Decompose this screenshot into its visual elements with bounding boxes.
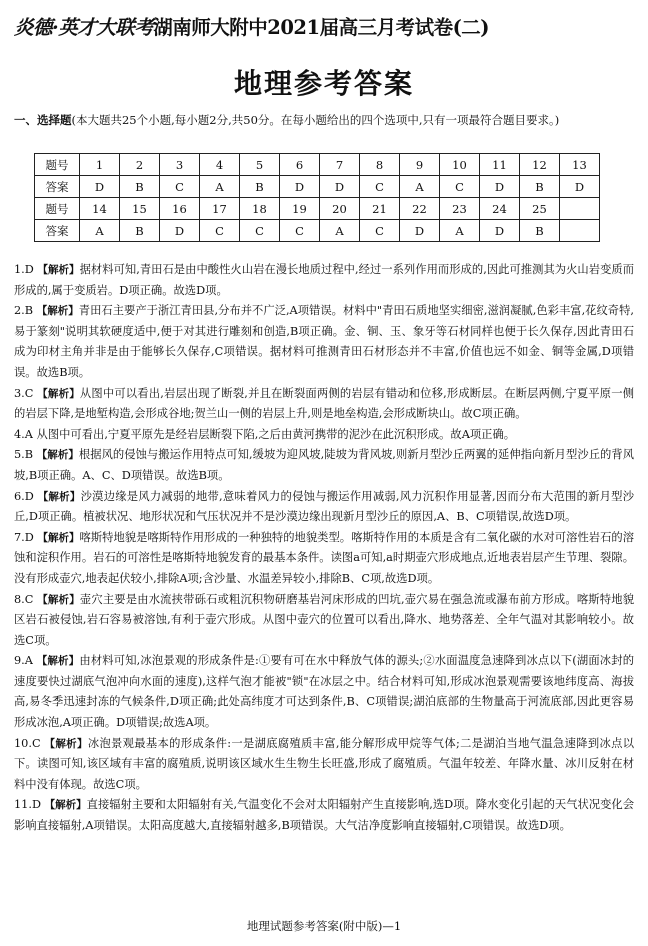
list-item [14,301,634,383]
table-cell: D [280,176,320,198]
table-cell: 8 [360,154,400,176]
page-title: 地理参考答案 [233,67,414,100]
row-label-number: 题号 [35,154,80,176]
table-cell: 19 [280,198,320,220]
list-item [14,425,634,446]
item-number: 4.A [14,427,33,441]
table-cell: B [520,176,560,198]
row-label-answer: 答案 [35,220,80,242]
item-number: 8.C [14,592,34,606]
table-cell: 22 [400,198,440,220]
table-cell: 25 [520,198,560,220]
item-text: 从图中可以看出,岩层出现了断裂,并且在断裂面两侧的岩层有错动和位移,形成断层。在断层两侧,宁夏平原一侧的岩层下降,是地堑构造,会形成谷地;贺兰山一侧的岩层上升,则是地垒构造,会形成断块山。故C项正确。 [14,386,635,421]
table-row-answers-2 [35,220,600,242]
table-cell: 6 [280,154,320,176]
item-tag: 【解析】 [37,531,80,544]
section-intro [14,111,634,130]
explanation-list [14,260,634,837]
table-cell: B [120,220,160,242]
table-cell: C [160,176,200,198]
table-cell: 4 [200,154,240,176]
table-cell: 1 [80,154,120,176]
exam-header [14,12,634,40]
table-cell: B [240,176,280,198]
table-cell: A [320,220,360,242]
list-item [14,590,634,652]
exam-title: 湖南师大附中2021届高三月考试卷(二) [153,16,490,39]
item-number: 5.B [14,448,34,462]
exam-brand: 炎德·英才大联考 [14,16,154,39]
list-item [14,528,634,590]
table-cell: D [480,176,520,198]
item-text: 沙漠边缘是风力减弱的地带,意味着风力的侵蚀与搬运作用减弱,风力沉积作用显著,因而分布大范围的新月型沙丘,D项正确。植被状况、地形状况和气压状况并不是沙漠边缘出现新月型沙丘的原因,A、B、C项错误,故选D项。 [14,489,635,524]
table-cell: C [240,220,280,242]
item-text: 青田石主要产于浙江青田县,分布并不广泛,A项错误。材料中"青田石质地坚实细密,滋润凝腻,色彩丰富,花纹奇特,易于篆刻"说明其软硬度适中,便于对其进行雕刻和创造,B项正确。金、铜、玉、象牙等石材同样也便于长久保存,因此青田石成为印材主角并非是由于能够长久保存,C项错误。据材料可推测青田石材形态并不丰富,价值也远不如金、铜等金属,D项错误。故选B项。 [14,304,635,379]
table-cell: 20 [320,198,360,220]
item-tag: 【解析】 [36,655,80,668]
item-tag: 【解析】 [37,490,81,503]
list-item [14,651,634,733]
item-tag: 【解析】 [36,449,79,462]
table-cell: C [200,220,240,242]
table-row-answers-1 [35,176,600,198]
item-tag: 【解析】 [37,593,80,606]
page-footer: 地理试题参考答案(附中版)—1 [246,919,402,933]
table-cell: 17 [200,198,240,220]
item-number: 2.B [14,304,34,318]
item-text: 从图中可看出,宁夏平原先是经岩层断裂下陷,之后由黄河携带的泥沙在此沉积形成。故A项正确。 [36,427,516,441]
list-item [14,260,634,301]
table-cell: A [440,220,480,242]
item-tag: 【解析】 [37,387,80,400]
item-number: 9.A [14,654,33,668]
item-number: 7.D [14,530,34,544]
table-cell: 2 [120,154,160,176]
table-cell: D [480,220,520,242]
item-text: 由材料可知,冰泡景观的形成条件是:①要有可在水中释放气体的源头;②水面温度急速降到冰点以下(湖面冰封的速度要快过湖底气泡冲向水面的速度),这样气泡才能被"锁"在冰层之中。结合材料可知,形成冰泡景观需要该地纬度高、海拔高,易冬季迅速封冻的气候条件,D项正确;此处高纬度才可达到条件,B、C项错误;湖泊底部的生物量高于河流底部,因此更容易形成冰泡,A项正确。D项错误;故选A项。 [14,654,635,730]
table-cell: 18 [240,198,280,220]
table-cell: 11 [480,154,520,176]
list-item [14,445,634,486]
item-text: 据材料可知,青田石是由中酸性火山岩在漫长地质过程中,经过一系列作用而形成的,因此可推测其为火山岩变质而形成的,属于变质岩。D项正确。故选D项。 [14,263,635,297]
table-cell: D [320,176,360,198]
item-text: 根据风的侵蚀与搬运作用特点可知,缓坡为迎风坡,陡坡为背风坡,则新月型沙丘两翼的延伸指向新月型沙丘的背风坡,B项正确。A、C、D项错误。故选B项。 [14,448,635,482]
list-item [14,384,634,425]
table-cell: D [560,176,600,198]
table-cell: 10 [440,154,480,176]
table-cell [560,198,600,220]
table-cell: 12 [520,154,560,176]
table-cell [560,220,600,242]
item-text: 喀斯特地貌是喀斯特作用形成的一种独特的地貌类型。喀斯特作用的本质是含有二氧化碳的水对可溶性岩石的溶蚀和淀积作用。岩石的可溶性是喀斯特地貌发育的最基本条件。读图a可知,a时期壶穴形成地点,近地表岩层产生节理、裂隙。没有形成壶穴,地表起伏较小,排除A项;含沙量、水温差异较小,排除B、C项,故选D项。 [14,530,635,585]
table-cell: 5 [240,154,280,176]
list-item [14,487,634,528]
table-cell: 15 [120,198,160,220]
item-tag: 【解析】 [44,799,87,812]
table-cell: 3 [160,154,200,176]
section-heading: 一、选择题 [14,113,72,127]
item-number: 11.D [14,798,42,812]
table-row-numbers-1 [35,154,600,176]
table-cell: 9 [400,154,440,176]
table-cell: C [360,220,400,242]
list-item [14,795,634,836]
table-cell: A [80,220,120,242]
table-cell: 7 [320,154,360,176]
item-number: 10.C [14,736,41,750]
list-item [14,734,634,796]
table-cell: 13 [560,154,600,176]
table-cell: D [80,176,120,198]
answer-table [34,153,600,242]
item-number: 1.D [14,263,34,276]
section-instructions: (本大题共25个小题,每小题2分,共50分。在每小题给出的四个选项中,只有一项最符合题目要求。) [71,113,560,127]
item-number: 6.D [14,489,34,503]
table-cell: C [280,220,320,242]
table-cell: D [400,220,440,242]
table-cell: 16 [160,198,200,220]
table-cell: C [440,176,480,198]
table-cell: 21 [360,198,400,220]
table-cell: 24 [480,198,520,220]
item-text: 冰泡景观最基本的形成条件:一是湖底腐殖质丰富,能分解形成甲烷等气体;二是湖泊当地气温急速降到冰点以下。读图可知,该区域有丰富的腐殖质,说明该区域水生生物生长旺盛,形成了腐殖质。气温年较差、年降水量、冰川反射在材料中没有体现。故选C项。 [14,736,635,791]
table-cell: D [160,220,200,242]
item-tag: 【解析】 [36,305,79,318]
row-label-number: 题号 [35,198,80,220]
row-label-answer: 答案 [35,176,80,198]
table-cell: A [400,176,440,198]
item-tag: 【解析】 [37,264,80,276]
table-cell: 23 [440,198,480,220]
table-cell: C [360,176,400,198]
item-text: 直接辐射主要和太阳辐射有关,气温变化不会对太阳辐射产生直接影响,选D项。降水变化引起的天气状况变化会影响直接辐射,A项错误。太阳高度越大,直接辐射越多,B项错误。大气洁净度影响直接辐射,C项错误。故选D项。 [14,798,635,833]
item-tag: 【解析】 [44,737,88,750]
item-number: 3.C [14,386,34,400]
table-cell: 14 [80,198,120,220]
table-cell: B [520,220,560,242]
item-text: 壶穴主要是由水流挟带砾石或粗沉积物研磨基岩河床形成的凹坑,壶穴易在强急流或瀑布前方形成。喀斯特地貌区岩石被侵蚀,岩石容易被溶蚀,有利于壶穴形成。从图中壶穴的位置可以看出,降水、地势落差、全年气温对其影响较小。故选C项。 [14,592,634,647]
table-cell: A [200,176,240,198]
table-row-numbers-2 [35,198,600,220]
table-cell: B [120,176,160,198]
